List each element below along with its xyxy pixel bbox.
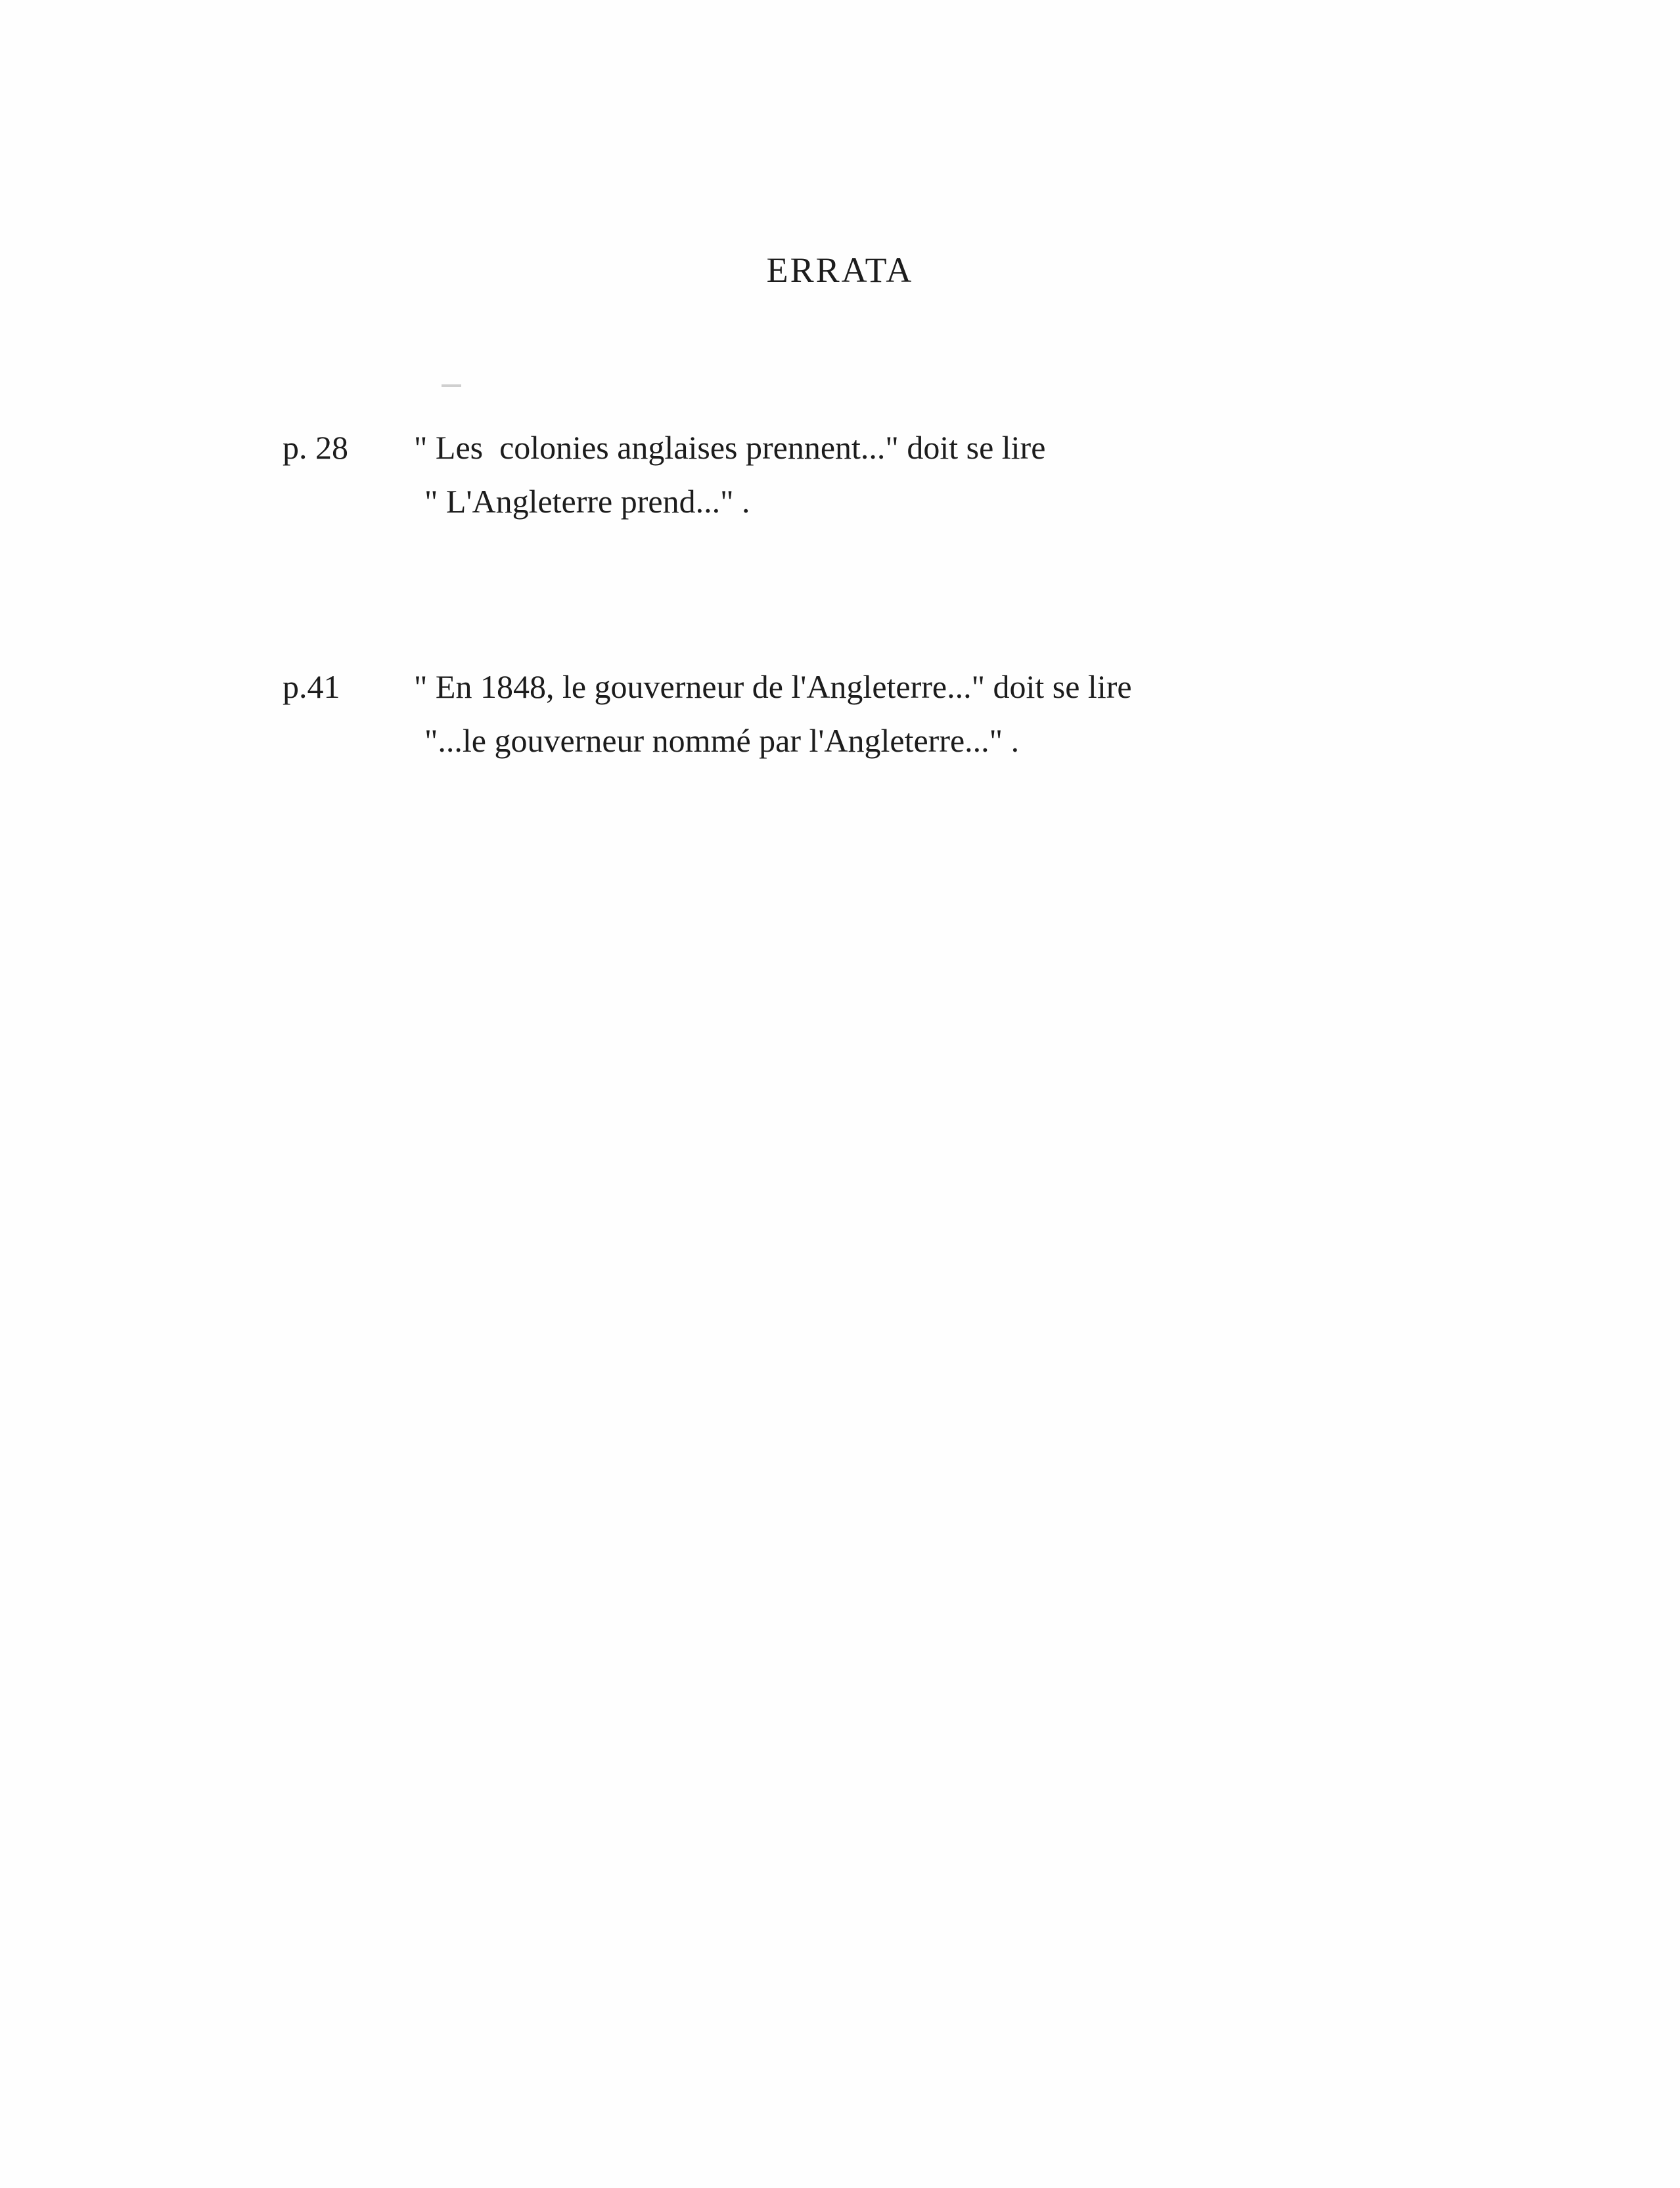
errata-original-text: " Les colonies anglaises prennent..." doit se lire <box>414 429 1046 466</box>
errata-original-text: " En 1848, le gouverneur de l'Angleterre..." doit se lire <box>414 668 1132 705</box>
errata-list <box>0 407 1680 767</box>
stray-pen-mark <box>442 384 461 387</box>
errata-page-reference: p. 28 <box>283 429 348 466</box>
errata-corrected-text: "...le gouverneur nommé par l'Angleterre..." . <box>424 722 1020 759</box>
errata-corrected-text: " L'Angleterre prend..." . <box>424 483 750 520</box>
errata-entry <box>0 421 1680 528</box>
errata-entry-text <box>414 421 1680 528</box>
errata-entry <box>0 660 1680 767</box>
page-title: ERRATA <box>766 250 914 290</box>
errata-entry-text <box>414 660 1680 767</box>
errata-page-reference: p.41 <box>283 668 340 705</box>
